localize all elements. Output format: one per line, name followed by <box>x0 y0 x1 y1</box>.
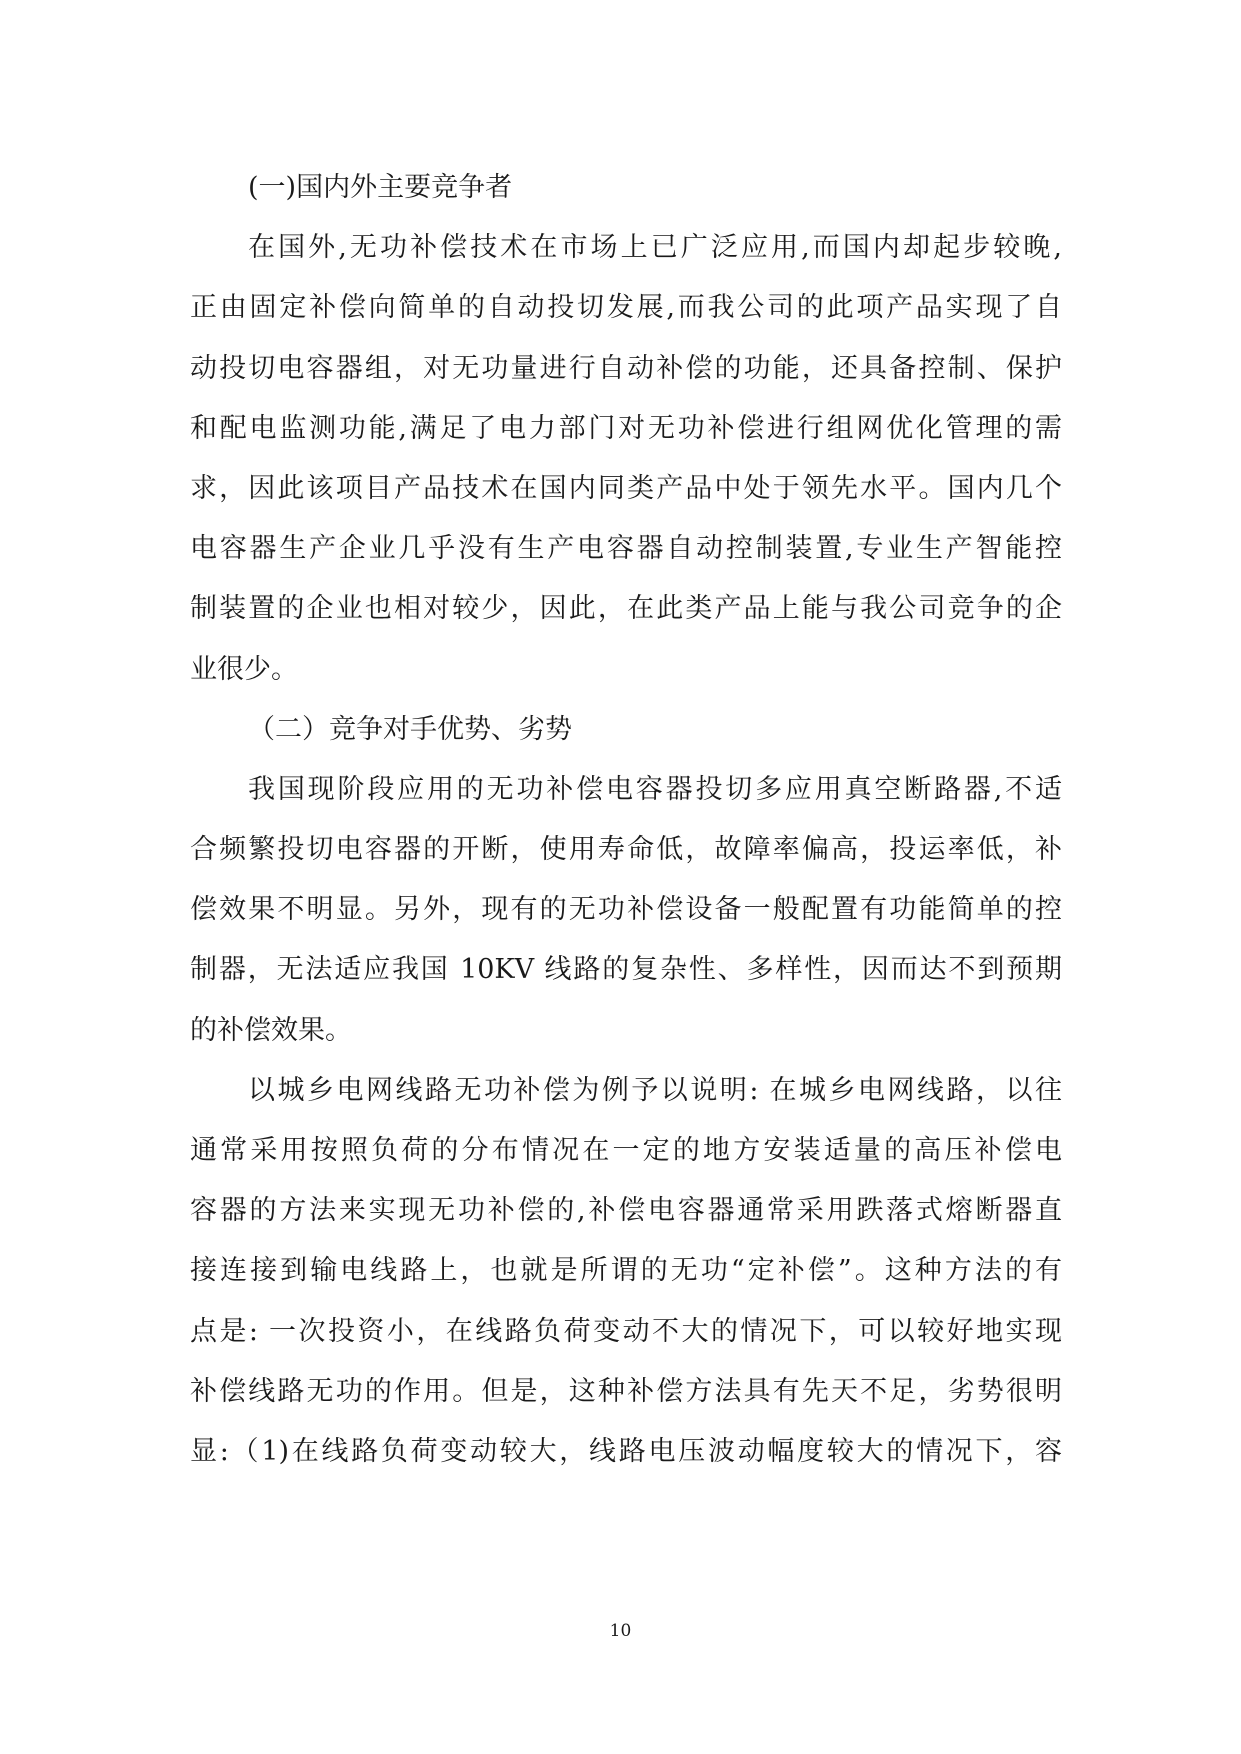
paragraph-line: 在国外,无功补偿技术在市场上已广泛应用,而国内却起步较晚, <box>248 232 1062 264</box>
paragraph-line: 我国现阶段应用的无功补偿电容器投切多应用真空断路器,不适 <box>248 773 1062 805</box>
paragraph-line: 的补偿效果。 <box>190 1014 352 1046</box>
page-number: 10 <box>609 1621 632 1641</box>
paragraph-line: 制装置的企业也相对较少，因此，在此类产品上能与我公司竞争的企 <box>190 593 1062 625</box>
section-heading-domestic-foreign-competitors: (一)国内外主要竞争者 <box>248 172 513 203</box>
paragraph-line: 正由固定补偿向简单的自动投切发展,而我公司的此项产品实现了自 <box>190 292 1062 324</box>
paragraph-line: 求，因此该项目产品技术在国内同类产品中处于领先水平。国内几个 <box>190 472 1062 504</box>
paragraph-line: 业很少。 <box>190 653 298 685</box>
paragraph-line: 显:（1)在线路负荷变动较大，线路电压波动幅度较大的情况下，容 <box>190 1435 1062 1467</box>
paragraph-line: 电容器生产企业几乎没有生产电容器自动控制装置,专业生产智能控 <box>190 533 1062 565</box>
paragraph-line: 点是: 一次投资小，在线路负荷变动不大的情况下，可以较好地实现 <box>190 1315 1062 1347</box>
section-heading-competitor-strengths-weaknesses: （二）竞争对手优势、劣势 <box>248 713 572 745</box>
paragraph-line: 和配电监测功能,满足了电力部门对无功补偿进行组网优化管理的需 <box>190 412 1062 444</box>
paragraph-line: 接连接到输电线路上，也就是所谓的无功“定补偿”。这种方法的有 <box>190 1255 1062 1287</box>
document-body <box>190 158 1062 1482</box>
paragraph-line: 制器，无法适应我国 10KV 线路的复杂性、多样性，因而达不到预期 <box>190 954 1062 986</box>
paragraph-line: 补偿线路无功的作用。但是，这种补偿方法具有先天不足，劣势很明 <box>190 1375 1062 1407</box>
paragraph-line: 动投切电容器组，对无功量进行自动补偿的功能，还具备控制、保护 <box>190 352 1062 384</box>
paragraph-line: 合频繁投切电容器的开断，使用寿命低，故障率偏高，投运率低，补 <box>190 834 1062 866</box>
paragraph-line: 容器的方法来实现无功补偿的,补偿电容器通常采用跌落式熔断器直 <box>190 1195 1062 1227</box>
paragraph-line: 通常采用按照负荷的分布情况在一定的地方安装适量的高压补偿电 <box>190 1135 1062 1166</box>
paragraph-line: 以城乡电网线路无功补偿为例予以说明: 在城乡电网线路，以往 <box>248 1074 1062 1106</box>
paragraph-line: 偿效果不明显。另外，现有的无功补偿设备一般配置有功能简单的控 <box>190 894 1062 926</box>
